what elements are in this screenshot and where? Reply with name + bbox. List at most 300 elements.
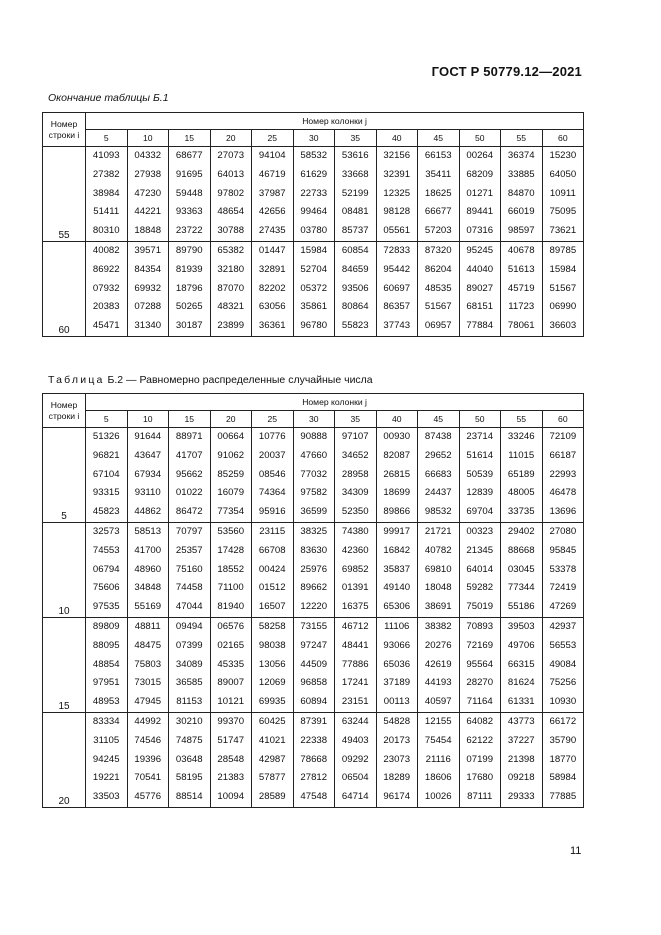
random-number: 91644 [134, 431, 162, 442]
random-number: 47044 [175, 601, 203, 613]
random-number: 49084 [549, 658, 577, 670]
random-number: 46712 [341, 620, 369, 632]
column-cell [335, 522, 377, 617]
random-number: 26815 [383, 468, 411, 480]
random-number: 36585 [175, 677, 203, 689]
random-number: 36374 [507, 150, 535, 161]
column-cell [418, 522, 460, 617]
row-number: 55 [43, 147, 86, 242]
random-number: 39503 [507, 620, 535, 632]
random-number: 89662 [300, 582, 328, 594]
column-cell [335, 147, 377, 242]
column-cell [127, 617, 169, 712]
random-number: 60425 [258, 715, 286, 727]
random-number: 21721 [424, 525, 452, 537]
cell-values [252, 242, 293, 336]
random-number: 29333 [507, 791, 535, 803]
random-number: 19396 [134, 753, 162, 765]
random-number: 37227 [507, 734, 535, 746]
random-number: 27812 [300, 772, 328, 784]
column-labels-row [43, 411, 584, 428]
random-number: 10930 [549, 696, 577, 708]
random-number: 18552 [217, 563, 245, 575]
random-number: 93315 [92, 487, 120, 499]
random-number: 64714 [341, 791, 369, 803]
cell-values [252, 523, 293, 617]
cell-values [501, 713, 542, 807]
row-group [43, 712, 584, 807]
column-cell [169, 522, 211, 617]
random-number: 91062 [217, 449, 245, 461]
random-number: 25357 [175, 544, 203, 556]
random-number: 89866 [383, 506, 411, 518]
random-number: 56553 [549, 639, 577, 651]
column-label: 45 [418, 130, 460, 147]
random-number: 16375 [341, 601, 369, 613]
cell-values [211, 713, 252, 807]
cell-values [418, 523, 459, 617]
column-cell [501, 712, 543, 807]
random-number: 40082 [92, 244, 120, 256]
random-number: 53560 [217, 525, 245, 537]
column-cell [501, 147, 543, 242]
row-header-line: строки i [48, 129, 80, 140]
random-number: 47269 [549, 601, 577, 613]
random-number: 25976 [300, 563, 328, 575]
random-number: 31340 [134, 320, 162, 332]
random-number: 88668 [507, 544, 535, 556]
row-number: 60 [43, 241, 86, 336]
random-number: 58195 [175, 772, 203, 784]
random-number: 73015 [134, 677, 162, 689]
random-number: 81153 [176, 696, 203, 708]
random-number: 86204 [424, 263, 452, 275]
random-number: 28270 [466, 677, 494, 689]
cell-values [86, 713, 127, 807]
row-number-header [43, 394, 86, 428]
random-number: 18048 [424, 582, 452, 594]
column-label: 10 [127, 411, 169, 428]
random-number: 06794 [92, 563, 120, 575]
random-number: 96780 [300, 320, 328, 332]
column-cell [127, 428, 169, 523]
column-cell [252, 147, 294, 242]
random-number: 13696 [549, 506, 577, 518]
random-number: 47230 [134, 187, 162, 199]
random-number: 65036 [383, 658, 411, 670]
random-number: 97107 [341, 431, 369, 442]
random-number: 72109 [549, 431, 577, 442]
random-number: 58984 [549, 772, 577, 784]
random-number: 59282 [466, 582, 494, 594]
column-label: 15 [169, 411, 211, 428]
random-number: 00264 [466, 150, 494, 161]
random-numbers-table-b1 [42, 112, 584, 337]
random-number: 61331 [507, 696, 535, 708]
column-label: 60 [542, 411, 584, 428]
random-number: 38382 [424, 620, 452, 632]
random-number: 28548 [217, 753, 245, 765]
random-number: 45719 [507, 282, 535, 294]
column-cell [376, 428, 418, 523]
random-number: 13056 [258, 658, 286, 670]
random-number: 00113 [383, 696, 410, 708]
random-number: 10121 [217, 696, 245, 708]
random-number: 34652 [341, 449, 369, 461]
cell-values [86, 147, 127, 241]
random-number: 91695 [175, 168, 203, 180]
column-cell [542, 522, 584, 617]
column-cell [169, 617, 211, 712]
random-number: 12220 [300, 601, 328, 613]
random-number: 08546 [258, 468, 286, 480]
random-number: 01022 [175, 487, 203, 499]
random-number: 20173 [383, 734, 411, 746]
random-number: 67934 [134, 468, 162, 480]
random-number: 73621 [549, 225, 577, 237]
random-number: 48535 [424, 282, 452, 294]
random-number: 38691 [424, 601, 452, 613]
column-label: 25 [252, 411, 294, 428]
random-number: 63056 [258, 301, 286, 313]
random-number: 55186 [507, 601, 535, 613]
random-number: 23899 [217, 320, 245, 332]
column-cell [210, 428, 252, 523]
column-cell [127, 241, 169, 336]
random-number: 93363 [175, 206, 203, 218]
random-number: 82087 [383, 449, 411, 461]
row-group [43, 522, 584, 617]
random-number: 94104 [258, 150, 286, 161]
random-number: 95916 [258, 506, 286, 518]
random-number: 70893 [466, 620, 494, 632]
random-number: 50539 [466, 468, 494, 480]
column-label: 5 [86, 411, 128, 428]
cell-values [335, 523, 376, 617]
column-cell [252, 522, 294, 617]
random-number: 74553 [92, 544, 120, 556]
random-number: 18625 [424, 187, 452, 199]
random-number: 20276 [424, 639, 452, 651]
random-number: 93110 [134, 487, 161, 499]
random-number: 64014 [466, 563, 494, 575]
random-number: 85737 [341, 225, 369, 237]
column-cell [252, 712, 294, 807]
random-number: 21398 [507, 753, 535, 765]
column-label: 20 [210, 130, 252, 147]
cell-values [294, 523, 335, 617]
row-number: 15 [43, 617, 86, 712]
random-number: 84354 [134, 263, 162, 275]
column-cell [86, 147, 128, 242]
random-number: 66019 [507, 206, 535, 218]
cell-values [460, 147, 501, 241]
column-label: 15 [169, 130, 211, 147]
random-number: 77886 [341, 658, 369, 670]
cell-values [252, 713, 293, 807]
random-number: 84870 [507, 187, 535, 199]
column-cell [335, 712, 377, 807]
column-cell [459, 428, 501, 523]
random-number: 42937 [549, 620, 577, 632]
random-number: 75019 [466, 601, 494, 613]
column-cell [86, 617, 128, 712]
random-number: 27080 [549, 525, 577, 537]
random-number: 69704 [466, 506, 494, 518]
column-cell [418, 241, 460, 336]
random-number: 50265 [175, 301, 203, 313]
random-number: 57203 [424, 225, 452, 237]
random-number: 51567 [424, 301, 452, 313]
column-cell [293, 241, 335, 336]
random-number: 07399 [175, 639, 203, 651]
random-number: 01271 [466, 187, 494, 199]
random-number: 42619 [424, 658, 452, 670]
random-number: 23073 [383, 753, 411, 765]
random-number: 02165 [217, 639, 245, 651]
column-cell [86, 522, 128, 617]
random-number: 22338 [300, 734, 328, 746]
random-number: 74546 [134, 734, 162, 746]
random-number: 37743 [383, 320, 411, 332]
cell-values [501, 618, 542, 712]
random-number: 29402 [507, 525, 535, 537]
column-cell [459, 241, 501, 336]
random-number: 77032 [300, 468, 328, 480]
random-number: 44040 [466, 263, 494, 275]
row-header-line: Номер [50, 399, 78, 410]
random-number: 59448 [175, 187, 203, 199]
random-number: 75454 [424, 734, 452, 746]
random-number: 06957 [424, 320, 452, 332]
random-number: 72169 [466, 639, 494, 651]
random-number: 47945 [134, 696, 162, 708]
column-cell [376, 147, 418, 242]
random-number: 48960 [134, 563, 162, 575]
cell-values [211, 428, 252, 522]
column-label: 25 [252, 130, 294, 147]
column-labels-row [43, 130, 584, 147]
column-label: 40 [376, 411, 418, 428]
column-cell [376, 712, 418, 807]
random-number: 27938 [134, 168, 162, 180]
cell-values [86, 428, 127, 522]
random-number: 75095 [549, 206, 577, 218]
random-number: 17428 [217, 544, 245, 556]
random-number: 74364 [258, 487, 286, 499]
random-number: 18606 [424, 772, 452, 784]
random-number: 48811 [134, 620, 161, 632]
random-number: 43647 [134, 449, 162, 461]
random-number: 66153 [424, 150, 452, 161]
column-cell [501, 617, 543, 712]
random-number: 27382 [92, 168, 120, 180]
column-cell [376, 522, 418, 617]
column-cell [542, 241, 584, 336]
random-number: 48953 [92, 696, 120, 708]
random-number: 35837 [383, 563, 411, 575]
random-number: 51326 [92, 431, 120, 442]
random-number: 08481 [341, 206, 369, 218]
cell-values [460, 242, 501, 336]
random-number: 67104 [92, 468, 120, 480]
random-number: 77884 [466, 320, 494, 332]
random-number: 95662 [175, 468, 203, 480]
row-number: 10 [43, 522, 86, 617]
random-number: 45776 [134, 791, 162, 803]
random-number: 41021 [258, 734, 286, 746]
random-number: 07316 [466, 225, 494, 237]
random-number: 34089 [175, 658, 203, 670]
random-number: 87391 [300, 715, 328, 727]
column-cell [210, 147, 252, 242]
random-number: 49403 [341, 734, 369, 746]
random-number: 66315 [507, 658, 535, 670]
column-label: 5 [86, 130, 128, 147]
random-number: 09218 [507, 772, 535, 784]
cell-values [335, 618, 376, 712]
random-number: 48005 [507, 487, 535, 499]
column-label: 55 [501, 130, 543, 147]
random-number: 44221 [134, 206, 162, 218]
random-number: 72833 [383, 244, 411, 256]
random-number: 89785 [549, 244, 577, 256]
cell-values [377, 242, 418, 336]
random-number: 48654 [217, 206, 245, 218]
random-number: 81624 [507, 677, 535, 689]
column-cell [293, 617, 335, 712]
row-number-header [43, 113, 86, 147]
column-cell [169, 428, 211, 523]
cell-values [211, 242, 252, 336]
random-number: 39571 [134, 244, 162, 256]
random-number: 30788 [217, 225, 245, 237]
column-cell [501, 428, 543, 523]
random-number: 15984 [300, 244, 328, 256]
cell-values [86, 523, 127, 617]
column-label: 50 [459, 411, 501, 428]
random-number: 23722 [175, 225, 203, 237]
random-number: 53378 [549, 563, 577, 575]
cell-values [501, 242, 542, 336]
column-cell [459, 617, 501, 712]
column-cell [418, 712, 460, 807]
column-label: 30 [293, 411, 335, 428]
row-number: 5 [43, 428, 86, 523]
column-cell [127, 522, 169, 617]
random-number: 31105 [93, 734, 120, 746]
random-number: 47660 [300, 449, 328, 461]
cell-values [377, 428, 418, 522]
random-number: 51614 [466, 449, 494, 461]
random-number: 41093 [92, 150, 120, 161]
column-label: 20 [210, 411, 252, 428]
cell-values [294, 618, 335, 712]
cell-values [501, 523, 542, 617]
random-number: 01512 [258, 582, 286, 594]
cell-values [377, 147, 418, 241]
random-number: 95845 [549, 544, 577, 556]
random-number: 97802 [217, 187, 245, 199]
random-number: 53616 [341, 150, 369, 161]
column-cell [335, 241, 377, 336]
random-number: 51747 [217, 734, 245, 746]
random-number: 06576 [217, 620, 245, 632]
random-number: 41700 [134, 544, 162, 556]
cell-values [128, 523, 169, 617]
column-cell [86, 428, 128, 523]
random-number: 83334 [92, 715, 120, 727]
random-number: 65382 [217, 244, 245, 256]
random-number: 69932 [134, 282, 162, 294]
random-number: 20383 [92, 301, 120, 313]
random-number: 33246 [507, 431, 535, 442]
random-number: 62122 [466, 734, 494, 746]
cell-values [294, 428, 335, 522]
random-number: 12155 [424, 715, 452, 727]
random-number: 60894 [300, 696, 328, 708]
row-header-line: строки i [48, 410, 80, 421]
random-number: 65306 [383, 601, 411, 613]
column-cell [542, 617, 584, 712]
random-number: 49140 [383, 582, 411, 594]
random-number: 23714 [466, 431, 494, 442]
random-number: 35411 [425, 168, 452, 180]
random-number: 58532 [300, 150, 328, 161]
cell-values [418, 428, 459, 522]
random-number: 77885 [549, 791, 577, 803]
random-number: 16079 [217, 487, 245, 499]
random-number: 09292 [341, 753, 369, 765]
cell-values [252, 428, 293, 522]
random-number: 82202 [258, 282, 286, 294]
random-number: 12069 [258, 677, 286, 689]
column-label: 60 [542, 130, 584, 147]
column-cell [376, 617, 418, 712]
random-number: 22993 [549, 468, 577, 480]
random-number: 96821 [92, 449, 120, 461]
column-cell [293, 428, 335, 523]
random-number: 23115 [259, 525, 286, 537]
random-number: 21383 [217, 772, 245, 784]
column-cell [542, 147, 584, 242]
cell-values [418, 242, 459, 336]
random-number: 38325 [300, 525, 328, 537]
random-number: 88514 [175, 791, 203, 803]
random-number: 00664 [217, 431, 245, 442]
random-number: 97247 [300, 639, 328, 651]
random-number: 45471 [92, 320, 120, 332]
column-cell [418, 147, 460, 242]
column-number-header: Номер колонки j [86, 113, 584, 130]
random-number: 36599 [300, 506, 328, 518]
cell-values [169, 242, 210, 336]
random-number: 09494 [175, 620, 203, 632]
random-number: 32891 [258, 263, 286, 275]
random-number: 44862 [134, 506, 162, 518]
random-number: 28589 [258, 791, 286, 803]
column-cell [542, 712, 584, 807]
row-group [43, 617, 584, 712]
random-number: 66708 [258, 544, 286, 556]
random-number: 70797 [175, 525, 203, 537]
column-cell [459, 147, 501, 242]
random-number: 42987 [258, 753, 286, 765]
column-cell [501, 522, 543, 617]
random-number: 68209 [466, 168, 494, 180]
cell-values [211, 618, 252, 712]
random-number: 97535 [92, 601, 120, 613]
